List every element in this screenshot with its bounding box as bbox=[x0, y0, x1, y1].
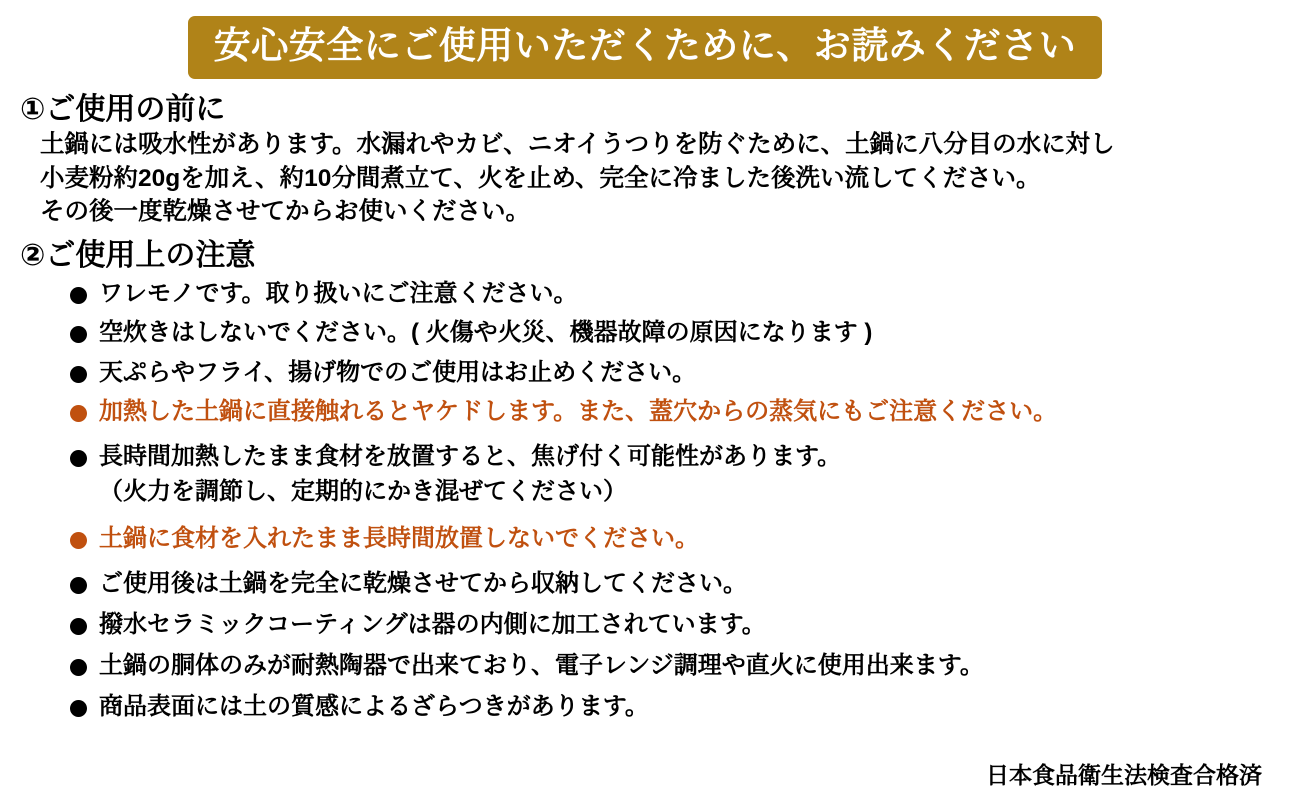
section-usage-cautions bbox=[18, 239, 1272, 722]
caution-list bbox=[18, 278, 1272, 722]
bullet-dot-icon bbox=[70, 659, 87, 676]
list-item-label: 撥水セラミックコーティングは器の内側に加工されています。 bbox=[99, 610, 766, 638]
paragraph-line: 小麦粉約20gを加え、約10分間煮立て、火を止め、完全に冷ました後洗い流してください。 bbox=[40, 164, 1041, 192]
list-item-label: 空炊きはしないでください。( 火傷や火災、機器故障の原因になります ) bbox=[99, 319, 873, 347]
list-item-body bbox=[99, 357, 1272, 388]
list-item bbox=[70, 568, 1272, 599]
page-title: 安心安全にご使用いただくために、お読みください bbox=[188, 16, 1103, 79]
list-item-body bbox=[99, 278, 1272, 309]
certification-footer: 日本食品衛生法検査合格済 bbox=[986, 762, 1262, 788]
list-item bbox=[70, 317, 1272, 348]
list-item bbox=[70, 609, 1272, 640]
section-heading-1: ①ご使用の前に bbox=[20, 92, 226, 126]
list-item-body bbox=[99, 568, 1272, 599]
list-item-body bbox=[99, 691, 1272, 722]
bullet-dot-icon bbox=[70, 577, 87, 594]
list-item-label: 商品表面には土の質感によるざらつきがあります。 bbox=[99, 693, 649, 721]
list-item-subnote: （火力を調節し、定期的にかき混ぜてください） bbox=[99, 478, 627, 506]
list-item-label: ご使用後は土鍋を完全に乾燥させてから収納してください。 bbox=[99, 569, 747, 597]
list-item-label: 加熱した土鍋に直接触れるとヤケドします。また、蓋穴からの蒸気にもご注意ください。 bbox=[99, 397, 1058, 425]
bullet-dot-icon bbox=[70, 532, 87, 549]
section-before-use bbox=[18, 93, 1272, 229]
paragraph-line: その後一度乾燥させてからお使いください。 bbox=[40, 198, 530, 226]
list-item-body bbox=[99, 650, 1272, 681]
list-item bbox=[70, 441, 1272, 509]
bullet-dot-icon bbox=[70, 618, 87, 635]
list-item bbox=[70, 278, 1272, 309]
list-item bbox=[70, 650, 1272, 681]
paragraph-line: 土鍋には吸水性があります。水漏れやカビ、ニオイうつりを防ぐために、土鍋に八分目の水に対し bbox=[40, 130, 1115, 158]
section-heading-2: ②ご使用上の注意 bbox=[20, 239, 256, 273]
list-item-body bbox=[99, 441, 1272, 509]
list-item-body bbox=[99, 396, 1272, 427]
list-item bbox=[70, 357, 1272, 388]
list-item-label: 長時間加熱したまま食材を放置すると、焦げ付く可能性があります。 bbox=[99, 442, 842, 470]
list-item bbox=[70, 691, 1272, 722]
list-item-body bbox=[99, 317, 1272, 348]
list-item-label: 天ぷらやフライ、揚げ物でのご使用はお止めください。 bbox=[99, 358, 697, 386]
bullet-dot-icon bbox=[70, 287, 87, 304]
list-item-label: 土鍋の胴体のみが耐熱陶器で出来ており、電子レンジ調理や直火に使用出来ます。 bbox=[99, 652, 984, 680]
list-item-body bbox=[99, 609, 1272, 640]
list-item-warning bbox=[70, 523, 1272, 554]
title-banner-wrap bbox=[18, 0, 1272, 79]
list-item-label: 土鍋に食材を入れたまま長時間放置しないでください。 bbox=[99, 524, 699, 552]
bullet-dot-icon bbox=[70, 450, 87, 467]
list-item-body bbox=[99, 523, 1272, 554]
bullet-dot-icon bbox=[70, 405, 87, 422]
list-item-label: ワレモノです。取り扱いにご注意ください。 bbox=[99, 280, 578, 308]
bullet-dot-icon bbox=[70, 326, 87, 343]
list-item-warning bbox=[70, 396, 1272, 427]
bullet-dot-icon bbox=[70, 700, 87, 717]
bullet-dot-icon bbox=[70, 366, 87, 383]
